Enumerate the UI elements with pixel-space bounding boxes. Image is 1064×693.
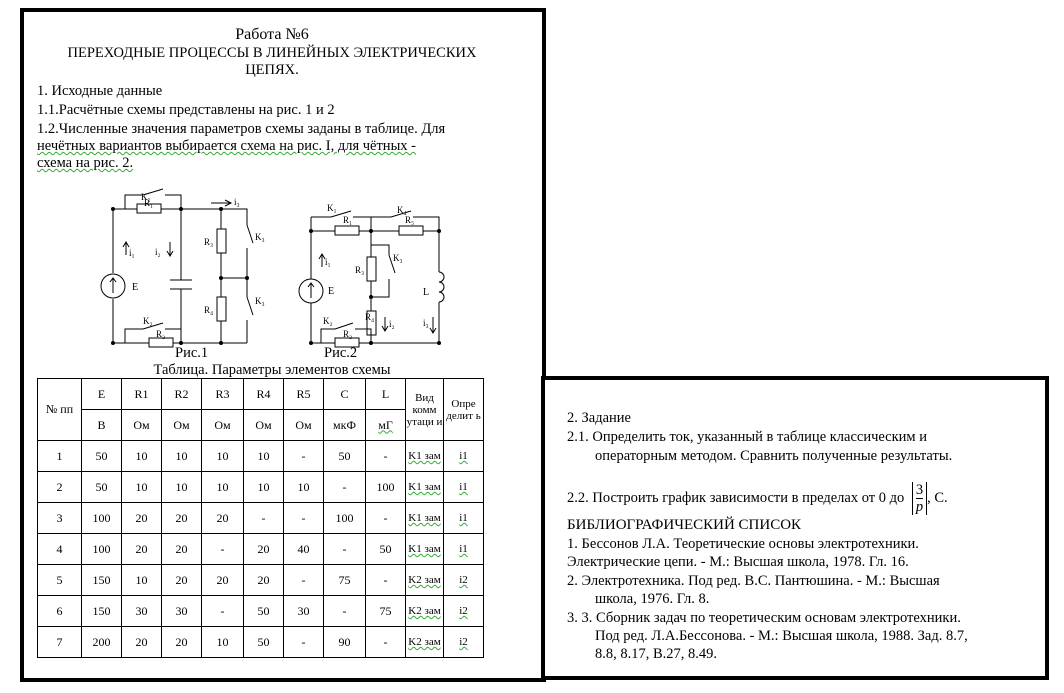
fraction-denominator: p (915, 499, 924, 515)
header-R5: R5 (284, 379, 324, 410)
fraction (912, 482, 927, 515)
table-cell: 20 (244, 565, 284, 596)
table-cell: 10 (122, 565, 162, 596)
table-cell: K2 зам (406, 596, 444, 627)
label-i2-fig1: i₂ (155, 247, 161, 257)
table-cell: 150 (82, 565, 122, 596)
label-K1-fig2: K₁ (327, 203, 337, 213)
resistor-R4 (217, 297, 226, 321)
label-i3-fig2: i₃ (423, 318, 429, 328)
table-cell: 10 (162, 441, 202, 472)
bib-1-line-a: 1. Бессонов Л.А. Теоретические основы электротехники. (567, 536, 919, 552)
table-cell: 10 (284, 472, 324, 503)
bib-2-line-a: 2. Электротехника. Под ред. В.С. Пантюшина. - М.: Высшая (567, 573, 940, 589)
work-title: Работа №6 (235, 26, 309, 43)
table-cell: - (284, 565, 324, 596)
table-cell: 1 (38, 441, 82, 472)
resistor-R5 (399, 226, 423, 235)
topic-title-line-2: ЦЕПЯХ. (245, 62, 299, 78)
item-1-2-line-a: 1.2.Численные значения параметров схемы заданы в таблице. Для (37, 121, 446, 137)
label-R2-fig1: R₂ (156, 329, 166, 339)
header-C: C (324, 379, 366, 410)
label-K4-fig2: K₄ (397, 205, 407, 215)
table-cell: 50 (244, 627, 284, 658)
circuit-fig-1 (101, 189, 265, 347)
item-2-1-line-b: операторным методом. Сравнить полученные результаты. (595, 448, 953, 464)
unit-R5: Ом (284, 410, 324, 441)
table-cell: 10 (244, 441, 284, 472)
table-row (38, 472, 484, 503)
item-2-2 (567, 482, 948, 515)
table-cell: i1 (444, 534, 484, 565)
label-E-fig1: E (132, 282, 139, 293)
table-cell: 30 (284, 596, 324, 627)
table-cell: - (324, 596, 366, 627)
table-cell: 50 (82, 472, 122, 503)
table-cell: i1 (444, 472, 484, 503)
item-2-2-text: 2.2. Построить график зависимости в пределах от 0 до (567, 489, 905, 506)
table-cell: 150 (82, 596, 122, 627)
unit-R2: Ом (162, 410, 202, 441)
table-cell: 50 (244, 596, 284, 627)
label-R4-fig1: R₄ (204, 305, 214, 315)
parameters-table (37, 378, 484, 658)
resistor-R2 (149, 338, 173, 347)
label-K3-fig2: K₃ (393, 253, 403, 263)
header-R1: R1 (122, 379, 162, 410)
label-K1-fig1: K₁ (141, 192, 151, 202)
unit-E: В (82, 410, 122, 441)
table-cell: 50 (366, 534, 406, 565)
table-cell: 20 (122, 503, 162, 534)
item-1-2-line-c: схема на рис. 2. (37, 155, 134, 171)
topic-title-line-1: ПЕРЕХОДНЫЕ ПРОЦЕССЫ В ЛИНЕЙНЫХ ЭЛЕКТРИЧЕСКИХ (67, 45, 477, 61)
table-cell: 100 (366, 472, 406, 503)
label-i2-fig2: i₂ (389, 319, 395, 329)
table-cell: - (244, 503, 284, 534)
fraction-numerator: 3 (915, 482, 924, 498)
table-cell: - (284, 627, 324, 658)
table-caption: Таблица. Параметры элементов схемы (153, 362, 391, 378)
table-cell: 100 (324, 503, 366, 534)
resistor-R3-fig2 (367, 257, 376, 281)
table-cell: 10 (202, 627, 244, 658)
table-cell: 20 (162, 503, 202, 534)
label-R4-fig2: R₄ (365, 312, 375, 322)
table-cell: 10 (162, 472, 202, 503)
table-cell: - (324, 534, 366, 565)
label-E-fig2: E (328, 286, 335, 297)
table-cell: 3 (38, 503, 82, 534)
table-cell: 30 (122, 596, 162, 627)
table-cell: 10 (244, 472, 284, 503)
table-cell: 5 (38, 565, 82, 596)
label-R3-fig1: R₃ (204, 237, 214, 247)
table-cell: i1 (444, 503, 484, 534)
table-cell: 20 (202, 503, 244, 534)
item-1-2-line-b: нечётных вариантов выбирается схема на рис. I, для чётных - (37, 138, 417, 154)
circuit-fig-2 (299, 203, 444, 347)
bibliography-title: БИБЛИОГРАФИЧЕСКИЙ СПИСОК (567, 517, 802, 533)
table-cell: - (202, 534, 244, 565)
table-row (38, 503, 484, 534)
table-cell: 20 (244, 534, 284, 565)
table-cell: 200 (82, 627, 122, 658)
table-cell: K1 зам (406, 441, 444, 472)
table-cell: 75 (324, 565, 366, 596)
label-K2-fig1: K₂ (143, 316, 153, 326)
table-cell: 20 (202, 565, 244, 596)
table-cell: K1 зам (406, 534, 444, 565)
fig1-caption: Рис.1 (175, 345, 209, 361)
table-cell: 10 (202, 441, 244, 472)
table-cell: 20 (162, 534, 202, 565)
bib-3-line-a: 3. 3. Сборник задач по теоретическим основам электротехники. (567, 610, 961, 626)
fig2-caption: Рис.2 (324, 345, 358, 361)
table-cell: - (202, 596, 244, 627)
table-cell: 20 (162, 627, 202, 658)
section-1-heading: 1. Исходные данные (37, 83, 163, 99)
inductor-L (439, 272, 444, 302)
table-cell: 50 (82, 441, 122, 472)
right-page (541, 376, 1049, 680)
label-i3-fig1: i₃ (234, 197, 240, 207)
table-row (38, 565, 484, 596)
table-row (38, 627, 484, 658)
table-cell: 7 (38, 627, 82, 658)
header-R2: R2 (162, 379, 202, 410)
table-cell: - (366, 565, 406, 596)
label-R5-fig2: R₅ (405, 215, 415, 225)
table-cell: 6 (38, 596, 82, 627)
item-2-2-unit: , С. (927, 489, 948, 506)
label-R3-fig2: R₃ (355, 265, 365, 275)
item-2-1-line-a: 2.1. Определить ток, указанный в таблице классическим и (567, 429, 927, 445)
table-cell: 20 (122, 627, 162, 658)
table-row (38, 441, 484, 472)
table-cell: 100 (82, 503, 122, 534)
label-i1-fig1: i₁ (129, 248, 135, 258)
header-determine: Опре делит ь (444, 379, 484, 441)
circuit-diagrams (99, 177, 469, 377)
table-cell: i2 (444, 627, 484, 658)
label-K3b-fig1: K₃ (255, 296, 265, 306)
table-cell: 90 (324, 627, 366, 658)
bib-3-line-b: Под ред. Л.А.Бессонова. - М.: Высшая школа, 1988. Зад. 8.7, (595, 628, 968, 644)
table-cell: 4 (38, 534, 82, 565)
table-cell: 10 (122, 441, 162, 472)
table-cell: K2 зам (406, 627, 444, 658)
unit-R3: Ом (202, 410, 244, 441)
resistor-R3 (217, 229, 226, 253)
table-cell: - (366, 503, 406, 534)
unit-R4: Ом (244, 410, 284, 441)
table-cell: - (366, 627, 406, 658)
table-cell: 2 (38, 472, 82, 503)
bib-2-line-b: школа, 1976. Гл. 8. (595, 591, 710, 607)
section-2-heading: 2. Задание (567, 410, 631, 426)
table-row (38, 596, 484, 627)
table-row (38, 534, 484, 565)
table-cell: i1 (444, 441, 484, 472)
table-cell: 50 (324, 441, 366, 472)
header-R3: R3 (202, 379, 244, 410)
table-cell: K2 зам (406, 565, 444, 596)
label-K2-fig2: K₂ (323, 316, 333, 326)
header-L: L (366, 379, 406, 410)
unit-R1: Ом (122, 410, 162, 441)
table-cell: 30 (162, 596, 202, 627)
table-cell: 20 (122, 534, 162, 565)
table-header-row (38, 379, 484, 410)
table-cell: i2 (444, 565, 484, 596)
table-cell: 40 (284, 534, 324, 565)
label-K3a-fig1: K₃ (255, 232, 265, 242)
label-R2-fig2: R₂ (343, 329, 353, 339)
label-R1-fig1: R₁ (144, 198, 154, 208)
item-1-1: 1.1.Расчётные схемы представлены на рис. 1 и 2 (37, 102, 335, 118)
table-cell: - (284, 441, 324, 472)
table-cell: 75 (366, 596, 406, 627)
label-R1-fig2: R₁ (343, 215, 353, 225)
table-cell: 20 (162, 565, 202, 596)
unit-L: мГ (366, 410, 406, 441)
unit-C: мкФ (324, 410, 366, 441)
header-E: E (82, 379, 122, 410)
table-cell: 100 (82, 534, 122, 565)
table-cell: K1 зам (406, 472, 444, 503)
table-cell: 10 (202, 472, 244, 503)
table-cell: - (366, 441, 406, 472)
header-R4: R4 (244, 379, 284, 410)
table-cell: 10 (122, 472, 162, 503)
label-L-fig2: L (423, 287, 430, 298)
header-number: № пп (38, 379, 82, 441)
bib-1-line-b: Электрические цепи. - М.: Высшая школа, 1978. Гл. 16. (567, 554, 909, 570)
table-cell: i2 (444, 596, 484, 627)
label-i1-fig2: i₁ (325, 257, 331, 267)
header-switching: Вид комм утаци и (406, 379, 444, 441)
left-page (20, 8, 546, 682)
resistor-R1-fig2 (335, 226, 359, 235)
table-cell: K1 зам (406, 503, 444, 534)
bib-3-line-c: 8.8, 8.17, В.27, 8.49. (595, 646, 718, 662)
table-cell: - (284, 503, 324, 534)
table-cell: - (324, 472, 366, 503)
